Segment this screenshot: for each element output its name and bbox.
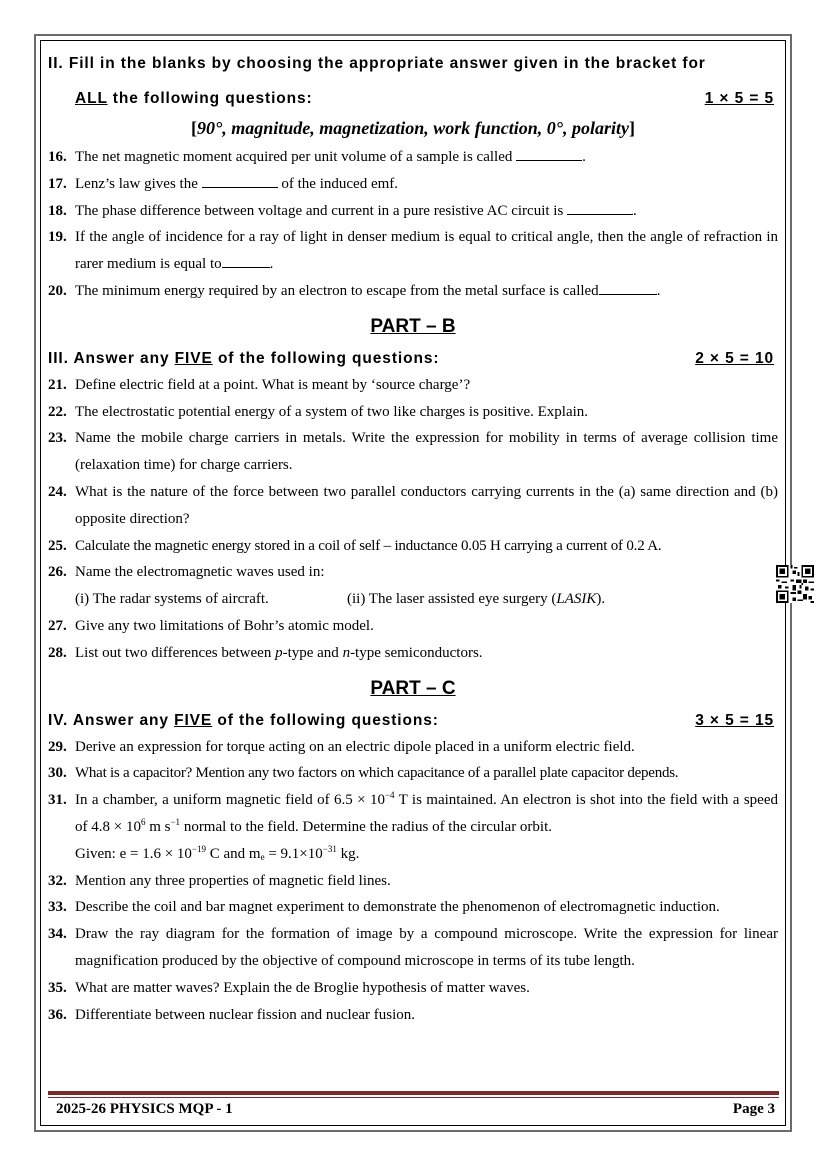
qr-code	[776, 565, 814, 603]
question-number: 35.	[48, 979, 67, 996]
question-text: Give any two limitations of Bohr’s atomic model.	[75, 617, 374, 634]
footer-rule	[48, 1091, 779, 1095]
exponent: −19	[191, 843, 206, 854]
option-i: (i) The radar systems of aircraft.	[75, 591, 269, 608]
answer-blank	[202, 173, 278, 188]
question-text: The electrostatic potential energy of a system of two like charges is positive. Explain.	[75, 403, 589, 420]
question-33	[48, 894, 778, 921]
question-text: What is the nature of the force between two parallel conductors carrying currents in the (a) same direction and (b) opposite direction?	[75, 483, 778, 527]
question-number: 32.	[48, 872, 67, 889]
question-number: 17.	[48, 175, 67, 192]
question-number: 21.	[48, 376, 67, 393]
section-2-title: II. Fill in the blanks by choosing the appropriate answer given in the bracket for	[48, 55, 706, 72]
question-22	[48, 399, 778, 426]
question-text: Lenz’s law gives the	[75, 175, 202, 192]
question-text: Draw the ray diagram for the formation of image by a compound microscope. Write the expression for linear magnification produced by the objective of compound microscope in terms of its tube length.	[75, 926, 778, 969]
answer-blank	[516, 146, 582, 161]
section-3-marks: 2 × 5 = 10	[695, 349, 774, 367]
question-text: The minimum energy required by an electron to escape from the metal surface is called	[75, 282, 599, 299]
question-24	[48, 479, 778, 533]
answer-blank	[567, 200, 633, 215]
question-26	[48, 559, 778, 613]
question-text: Name the mobile charge carriers in metals. Write the expression for mobility in terms of average collision time (relaxation time) for charge carriers.	[75, 430, 778, 474]
question-text-end: normal to the field. Determine the radius of the circular orbit.	[180, 818, 553, 835]
question-number: 19.	[48, 229, 67, 246]
question-text: Define electric field at a point. What is meant by ‘source charge’?	[75, 376, 471, 393]
question-number: 20.	[48, 282, 67, 299]
question-23	[48, 425, 778, 479]
question-36	[48, 1002, 778, 1029]
section-4-title: IV. Answer any	[48, 711, 175, 729]
exponent: 6	[140, 816, 146, 827]
question-text-end: -type semiconductors.	[350, 644, 483, 661]
question-text-cont: of the induced emf.	[277, 175, 399, 192]
exponent: −1	[170, 816, 181, 827]
unit-text: m s	[145, 818, 171, 835]
question-number: 25.	[48, 537, 67, 554]
question-34	[48, 921, 778, 975]
emphasis-five: FIVE	[174, 349, 213, 367]
question-text-cont: T is maintained. An electron is shot into the field with a speed of 4.8 × 10	[75, 792, 779, 835]
question-29	[48, 734, 778, 761]
question-28	[48, 640, 778, 667]
question-text: Derive an expression for torque acting on an electric dipole placed in a uniform electric field.	[75, 738, 635, 755]
answer-blank	[599, 280, 657, 295]
option-ii	[347, 591, 605, 607]
question-30	[48, 760, 778, 787]
subscript: e	[260, 851, 265, 862]
question-21	[48, 372, 778, 399]
question-text: What is a capacitor? Mention any two factors on which capacitance of a parallel plate capacitor depends.	[75, 765, 679, 782]
part-c-title: PART – C	[370, 677, 456, 699]
question-17	[48, 171, 778, 198]
exam-content	[48, 48, 778, 1028]
question-number: 27.	[48, 617, 67, 634]
question-text: What are matter waves? Explain the de Broglie hypothesis of matter waves.	[75, 979, 530, 996]
question-25	[48, 533, 778, 560]
question-number: 18.	[48, 202, 67, 219]
answer-blank	[222, 253, 270, 268]
question-number: 16.	[48, 149, 67, 165]
question-text: The net magnetic moment acquired per unit volume of a sample is called	[75, 149, 517, 165]
section-2-marks: 1 × 5 = 5	[704, 90, 774, 107]
footer-page-number: Page 3	[732, 1101, 775, 1117]
question-text: List out two differences between	[75, 644, 276, 661]
given-text-end: kg.	[336, 845, 360, 862]
section-4-heading	[48, 707, 778, 734]
emphasis-five: FIVE	[174, 711, 213, 729]
section-2-heading	[48, 50, 778, 77]
question-19: 19. If the angle of incidence for a ray of light in denser medium is equal to critical angle, then the angle of refraction in rarer medium is equal to .	[48, 224, 778, 278]
question-number: 26.	[48, 564, 67, 581]
question-31	[48, 787, 778, 867]
question-number: 31.	[48, 792, 67, 809]
option-ii-lasik: LASIK	[556, 591, 597, 608]
question-number: 22.	[48, 403, 67, 420]
section-4-title-rest: of the following questions:	[212, 711, 439, 729]
question-text-cont: -type and	[282, 644, 343, 661]
answer-options: [90°, magnitude, magnetization, work function, 0°, polarity]	[191, 118, 635, 138]
section-4-marks: 3 × 5 = 15	[695, 711, 774, 729]
given-text: Given: e = 1.6 × 10	[75, 845, 192, 862]
given-text-cont: = 9.1×10	[264, 845, 323, 862]
emphasis-all: ALL	[75, 90, 108, 107]
section-2-title-rest: the following questions:	[107, 90, 313, 107]
question-text: Mention any three properties of magnetic field lines.	[75, 872, 391, 889]
question-number: 34.	[48, 926, 67, 943]
question-text: Differentiate between nuclear fission and nuclear fusion.	[75, 1006, 416, 1023]
question-text: If the angle of incidence for a ray of light in denser medium is equal to critical angle, then the angle of refraction in rarer medium is equal to	[75, 229, 778, 273]
question-35	[48, 975, 778, 1002]
p-type-symbol: p	[275, 644, 283, 661]
exponent: −31	[322, 843, 337, 854]
question-16: 16. The net magnetic moment acquired per unit volume of a sample is called .	[48, 144, 778, 171]
question-number: 24.	[48, 483, 67, 500]
given-text-cont: C and m	[205, 845, 261, 862]
section-3-title-rest: of the following questions:	[212, 349, 440, 367]
n-type-symbol: n	[342, 644, 351, 661]
question-number: 28.	[48, 644, 67, 661]
question-18: 18. The phase difference between voltage and current in a pure resistive AC circuit is .	[48, 198, 778, 225]
option-ii-end: ).	[596, 591, 606, 608]
question-text: In a chamber, a uniform magnetic field of 6.5 × 10	[75, 792, 385, 809]
section-3-title: III. Answer any	[48, 349, 175, 367]
question-text: Name the electromagnetic waves used in:	[75, 564, 325, 581]
exponent: −4	[384, 790, 395, 801]
footer-exam-title: 2025-26 PHYSICS MQP - 1	[56, 1101, 233, 1117]
question-number: 30.	[48, 765, 67, 782]
question-32	[48, 868, 778, 895]
question-27	[48, 613, 778, 640]
question-text: Calculate the magnetic energy stored in a coil of self – inductance 0.05 H carrying a current of 0.2 A.	[75, 537, 662, 554]
section-3-heading	[48, 345, 778, 372]
part-b-title: PART – B	[370, 315, 456, 337]
question-number: 36.	[48, 1006, 67, 1023]
question-number: 23.	[48, 430, 67, 447]
section-2-heading-line2	[48, 85, 778, 112]
question-20: 20. The minimum energy required by an electron to escape from the metal surface is called .	[48, 278, 778, 305]
question-text: The phase difference between voltage and current in a pure resistive AC circuit is	[75, 202, 568, 219]
option-ii-text: (ii) The laser assisted eye surgery (	[347, 591, 557, 608]
footer-rule-thin	[48, 1097, 779, 1098]
question-number: 33.	[48, 899, 67, 916]
answer-options-text: 90°, magnitude, magnetization, work function, 0°, polarity	[197, 118, 629, 138]
question-number: 29.	[48, 738, 67, 755]
question-text: Describe the coil and bar magnet experiment to demonstrate the phenomenon of electromagnetic induction.	[75, 899, 720, 916]
